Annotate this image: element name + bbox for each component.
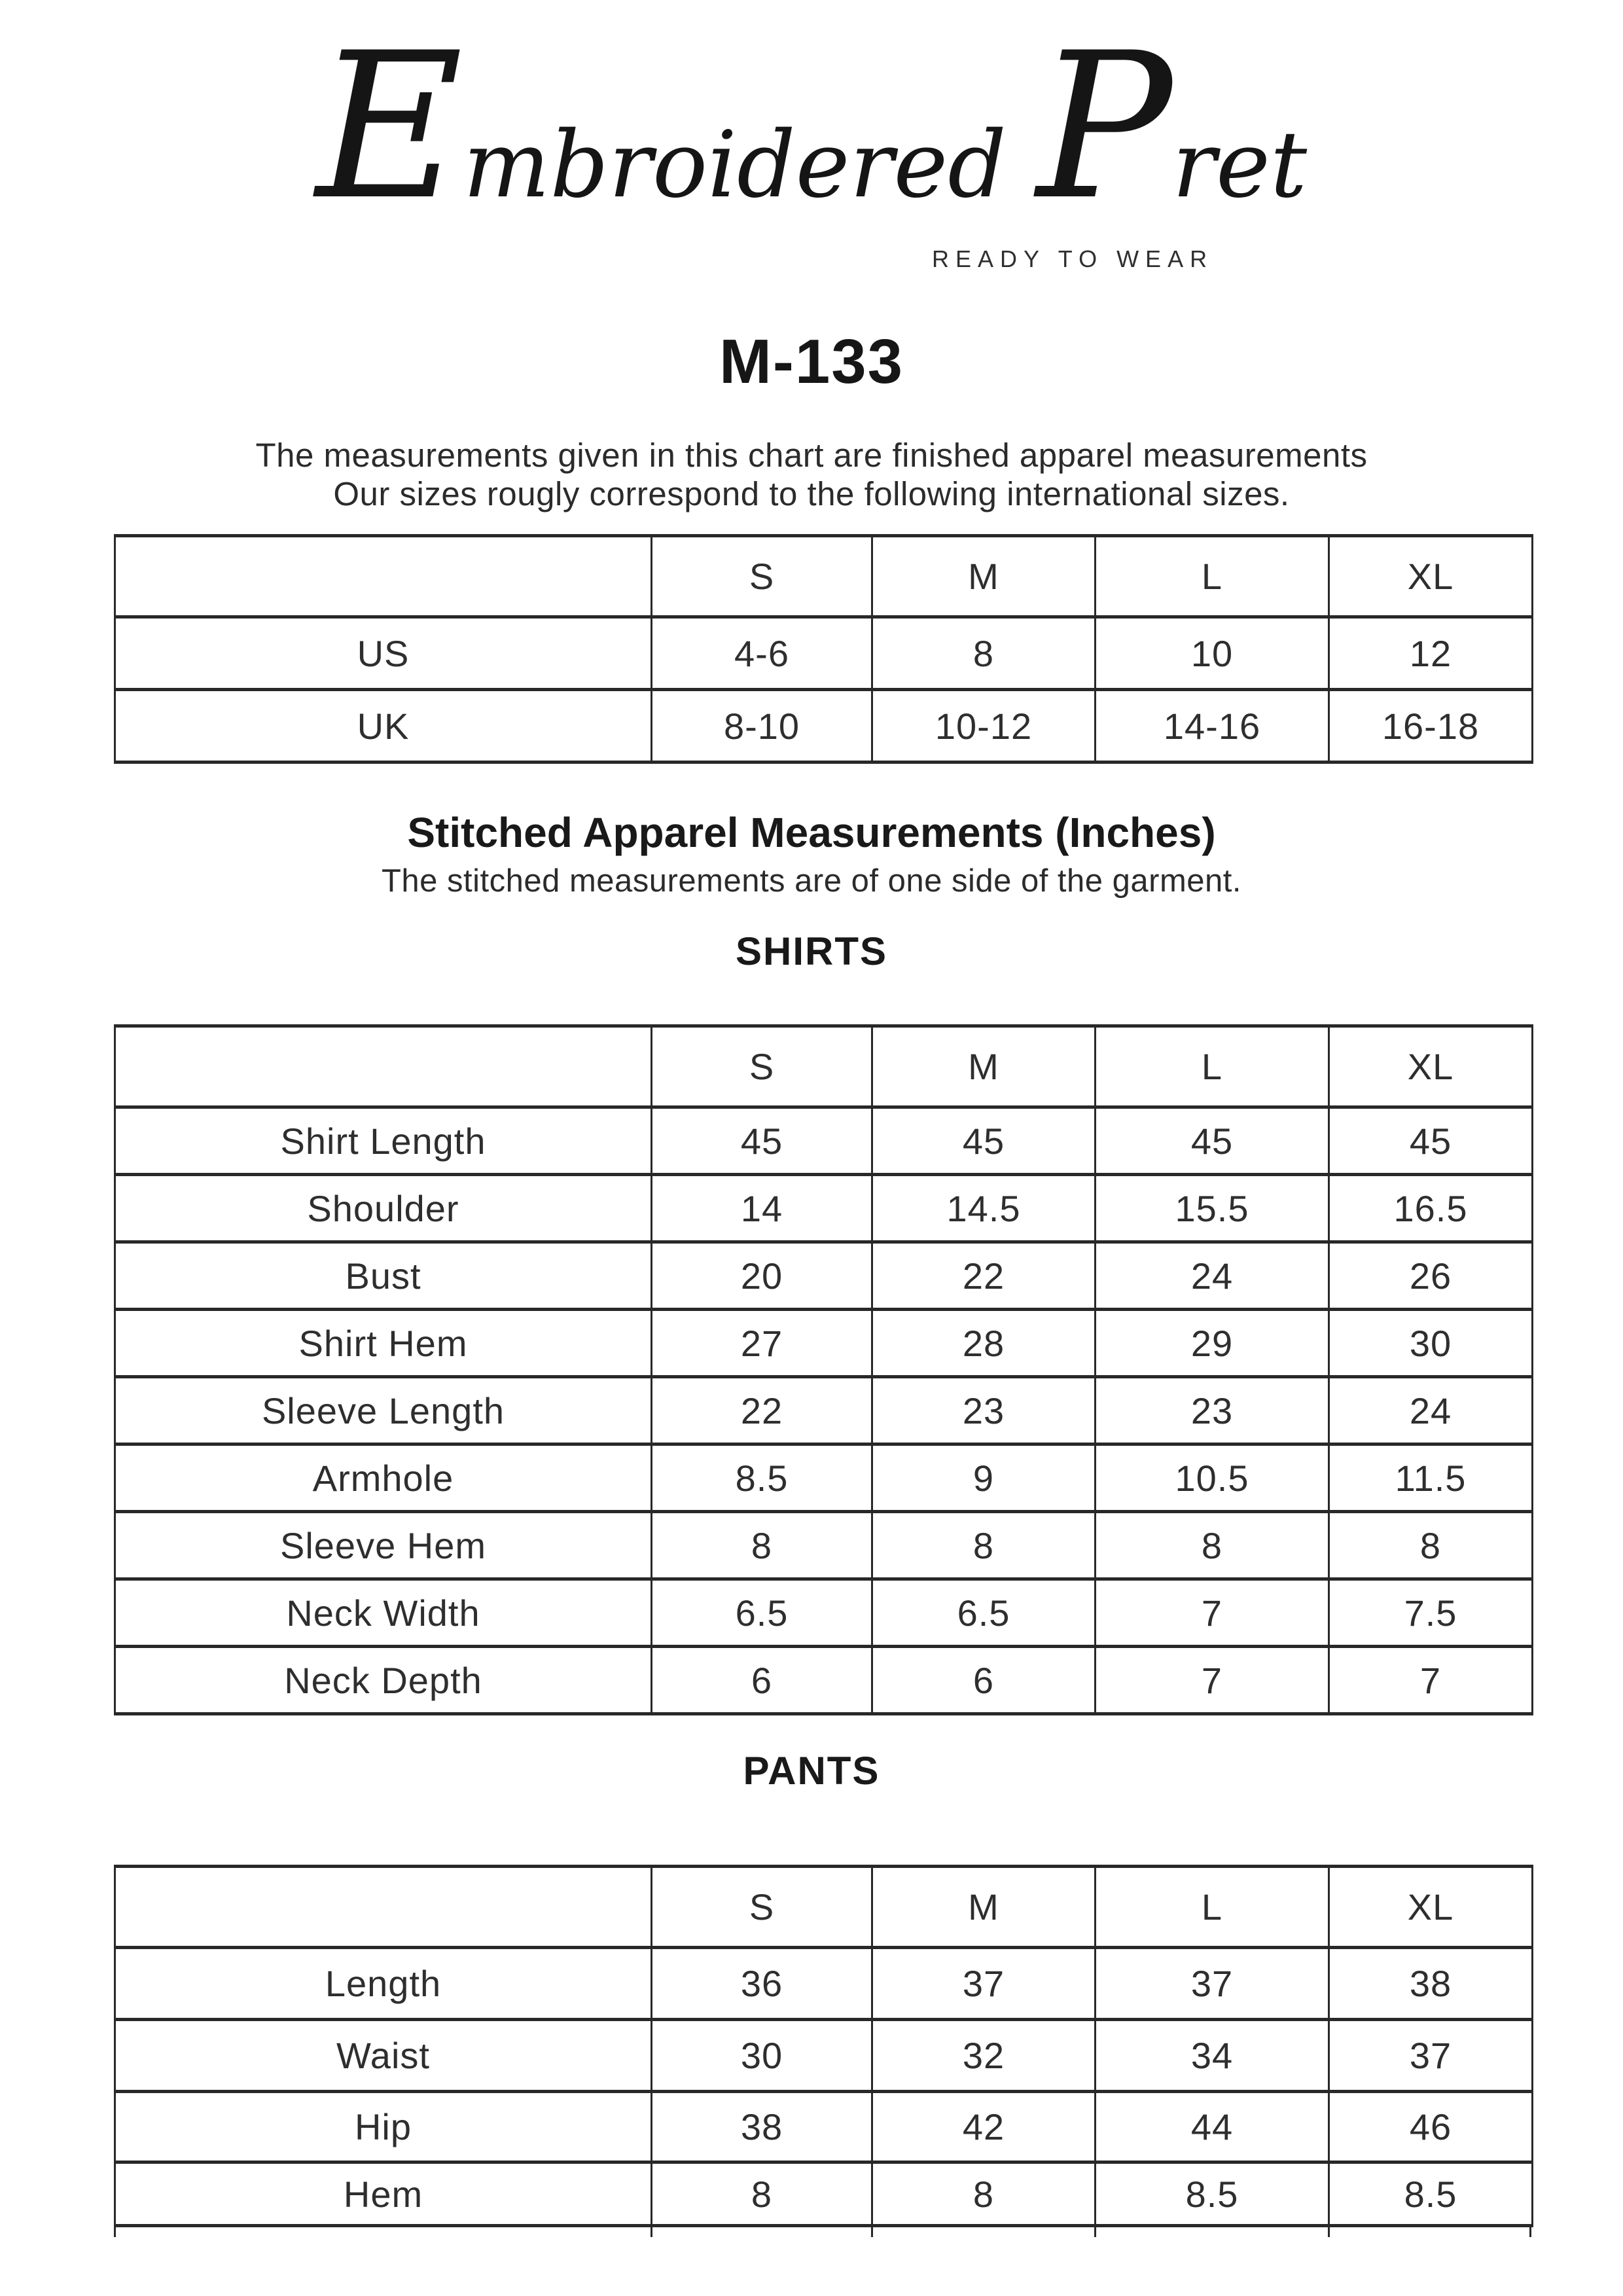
size-value-cell: 10-12 [872,690,1096,762]
product-code-title: M-133 [719,327,904,397]
row-label: Sleeve Length [115,1377,652,1444]
measurement-row [115,1579,1533,1647]
size-value-cell: 6 [872,1647,1096,1714]
size-value-cell: 11.5 [1329,1444,1533,1512]
intro-line-1: The measurements given in this chart are finished apparel measurements [255,437,1368,474]
size-column-header: L [1096,1867,1329,1948]
measurement-row [115,1377,1533,1444]
corner-cell [115,1026,652,1107]
size-value-cell: 8 [872,2162,1096,2226]
measurement-row [115,1444,1533,1512]
size-value-cell: 27 [652,1310,872,1377]
size-value-cell: 6.5 [652,1579,872,1647]
size-value-cell: 45 [1329,1107,1533,1175]
measurement-row [115,1948,1533,2020]
size-value-cell: 8 [872,1512,1096,1579]
row-label: Waist [115,2020,652,2092]
size-value-cell: 23 [872,1377,1096,1444]
measurement-row [115,1242,1533,1310]
international-size-table [114,534,1531,764]
shirts-section-title: SHIRTS [735,929,888,973]
size-value-cell: 14.5 [872,1175,1096,1242]
size-column-header: XL [1329,1026,1533,1107]
size-value-cell: 28 [872,1310,1096,1377]
measurement-row [115,1310,1533,1377]
row-label: Length [115,1948,652,2020]
pants-measurement-table [114,1865,1531,2227]
row-label: Shirt Hem [115,1310,652,1377]
brand-logo-word1: Embroidered [315,9,1007,244]
brand-logo [0,9,1623,244]
size-value-cell: 37 [1096,1948,1329,2020]
size-value-cell: 10 [1096,617,1329,690]
size-value-cell: 22 [872,1242,1096,1310]
size-value-cell: 14 [652,1175,872,1242]
size-value-cell: 24 [1096,1242,1329,1310]
size-column-header: M [872,1026,1096,1107]
size-column-header: L [1096,1026,1329,1107]
size-value-cell: 38 [1329,1948,1533,2020]
row-label: Hem [115,2162,652,2226]
row-label: Armhole [115,1444,652,1512]
size-value-cell: 10.5 [1096,1444,1329,1512]
size-value-cell: 8 [872,617,1096,690]
size-value-cell: 36 [652,1948,872,2020]
row-label: Neck Width [115,1579,652,1647]
measurement-row [115,1175,1533,1242]
size-column-header: S [652,536,872,617]
size-value-cell: 24 [1329,1377,1533,1444]
size-value-cell: 8 [1329,1512,1533,1579]
size-value-cell: 45 [652,1107,872,1175]
size-value-cell: 8 [1096,1512,1329,1579]
size-value-cell: 12 [1329,617,1533,690]
size-value-cell: 20 [652,1242,872,1310]
row-label: Shoulder [115,1175,652,1242]
row-label: Neck Depth [115,1647,652,1714]
size-value-cell: 37 [1329,2020,1533,2092]
size-value-cell: 45 [872,1107,1096,1175]
row-label: Hip [115,2092,652,2162]
size-column-header: XL [1329,536,1533,617]
size-header-row [115,1867,1533,1948]
measurement-row [115,2092,1533,2162]
shirts-measurement-table [114,1024,1531,1715]
table-column-stub [1529,2224,1531,2237]
size-value-cell: 6 [652,1647,872,1714]
size-value-cell: 7 [1329,1647,1533,1714]
stitched-measurements-subheading: The stitched measurements are of one side of the garment. [381,863,1242,899]
row-label: Shirt Length [115,1107,652,1175]
size-value-cell: 44 [1096,2092,1329,2162]
size-column-header: XL [1329,1867,1533,1948]
intro-line-2: Our sizes rougly correspond to the following international sizes. [333,475,1290,512]
size-value-cell: 30 [1329,1310,1533,1377]
measurement-row [115,1107,1533,1175]
measurement-row [115,2020,1533,2092]
size-value-cell: 46 [1329,2092,1533,2162]
size-header-row [115,1026,1533,1107]
size-value-cell: 8 [652,2162,872,2226]
size-value-cell: 8-10 [652,690,872,762]
size-header-row [115,536,1533,617]
size-value-cell: 23 [1096,1377,1329,1444]
corner-cell [115,536,652,617]
measurement-row [115,690,1533,762]
size-column-header: S [652,1026,872,1107]
size-column-header: M [872,1867,1096,1948]
size-value-cell: 37 [872,1948,1096,2020]
size-value-cell: 7 [1096,1579,1329,1647]
table-column-stub [871,2224,873,2237]
size-column-header: M [872,536,1096,617]
size-value-cell: 34 [1096,2020,1329,2092]
table-column-stub [1328,2224,1330,2237]
shirts-grid [114,1024,1533,1715]
brand-tagline: READY TO WEAR [932,245,1214,272]
size-value-cell: 15.5 [1096,1175,1329,1242]
size-value-cell: 8.5 [652,1444,872,1512]
size-column-header: L [1096,536,1329,617]
size-value-cell: 30 [652,2020,872,2092]
size-value-cell: 9 [872,1444,1096,1512]
row-label: US [115,617,652,690]
size-value-cell: 8.5 [1096,2162,1329,2226]
size-value-cell: 7 [1096,1647,1329,1714]
pants-grid [114,1865,1533,2227]
size-column-header: S [652,1867,872,1948]
intro-text [0,436,1623,513]
size-value-cell: 7.5 [1329,1579,1533,1647]
row-label: Sleeve Hem [115,1512,652,1579]
size-value-cell: 16.5 [1329,1175,1533,1242]
stitched-measurements-heading: Stitched Apparel Measurements (Inches) [407,809,1216,856]
row-label: Bust [115,1242,652,1310]
size-value-cell: 32 [872,2020,1096,2092]
size-value-cell: 8 [652,1512,872,1579]
measurement-row [115,1512,1533,1579]
pants-section-title: PANTS [743,1749,880,1793]
brand-logo-word2: Pret [1036,9,1308,244]
table-column-stub [114,2224,116,2237]
row-label: UK [115,690,652,762]
size-value-cell: 4-6 [652,617,872,690]
size-value-cell: 14-16 [1096,690,1329,762]
international-sizes-grid [114,534,1533,764]
table-column-stub [1094,2224,1096,2237]
size-value-cell: 16-18 [1329,690,1533,762]
size-value-cell: 8.5 [1329,2162,1533,2226]
measurement-row [115,617,1533,690]
size-value-cell: 42 [872,2092,1096,2162]
size-value-cell: 6.5 [872,1579,1096,1647]
size-value-cell: 26 [1329,1242,1533,1310]
corner-cell [115,1867,652,1948]
measurement-row [115,2162,1533,2226]
size-value-cell: 45 [1096,1107,1329,1175]
measurement-row [115,1647,1533,1714]
size-value-cell: 38 [652,2092,872,2162]
size-value-cell: 29 [1096,1310,1329,1377]
table-column-stub [651,2224,652,2237]
size-value-cell: 22 [652,1377,872,1444]
